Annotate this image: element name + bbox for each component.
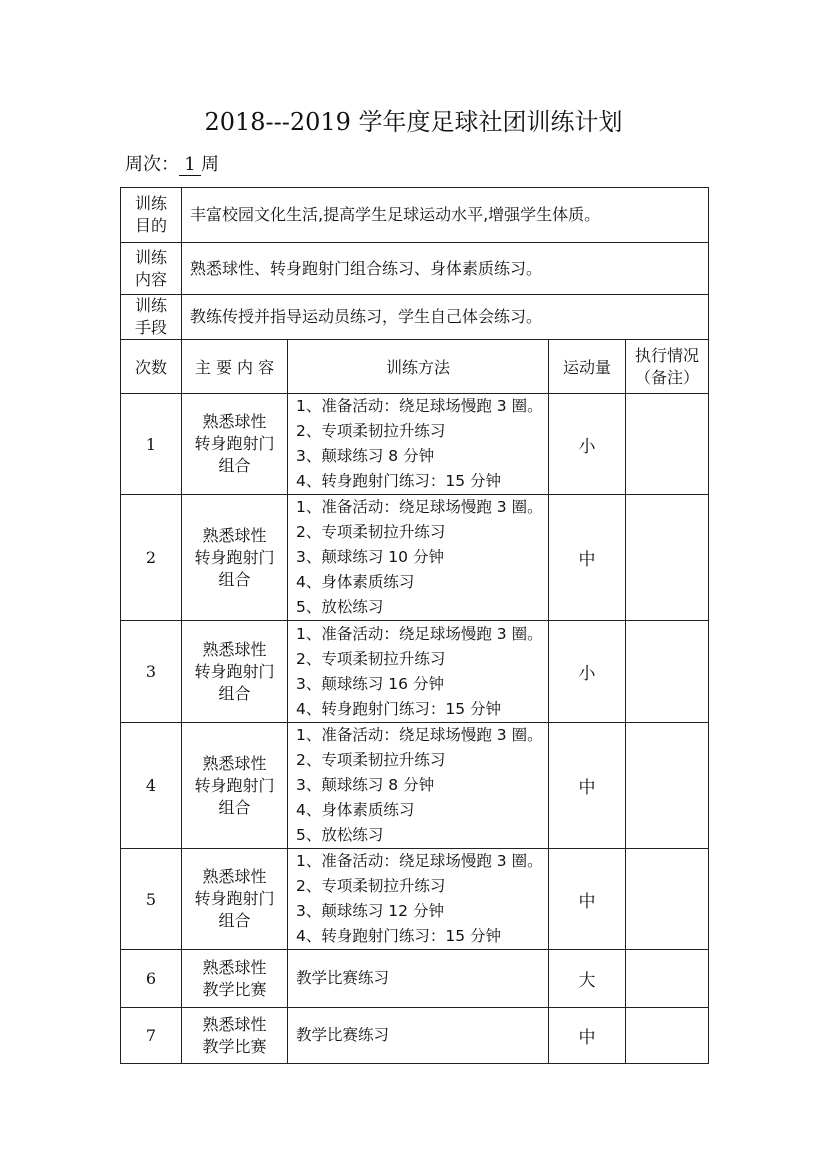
session-steps [288,495,549,621]
header-main-content: 主 要 内 容 [182,340,288,394]
header-training-method: 训练方法 [288,340,549,394]
session-step: 4、转身跑射门练习：15 分钟 [296,699,502,718]
session-content-line: 组合 [218,569,251,589]
goal-label: 训练 目的 [121,188,182,243]
session-content-line: 转身跑射门 [194,775,275,795]
goal-row [121,188,709,243]
session-note [626,495,709,621]
session-note [626,1008,709,1064]
session-row [121,394,709,495]
session-note [626,621,709,723]
page-title: 2018---2019 学年度足球社团训练计划 [204,108,623,136]
session-content-line: 熟悉球性 [202,525,267,545]
session-step: 3、颠球练习 16 分钟 [296,674,444,693]
session-content-line: 组合 [218,797,251,817]
session-content-line: 熟悉球性 [202,753,267,773]
week-line [125,152,219,178]
session-number: 6 [121,950,182,1008]
session-note [626,849,709,950]
session-steps [288,849,549,950]
week-label: 周次： [125,154,179,175]
session-number: 3 [121,621,182,723]
session-row [121,849,709,950]
method-row [121,295,709,340]
session-content-line: 教学比赛 [202,979,267,999]
session-load: 中 [549,723,626,849]
session-steps [288,621,549,723]
session-load: 中 [549,1008,626,1064]
session-step: 2、专项柔韧拉升练习 [296,751,446,769]
session-content-line: 熟悉球性 [202,1014,267,1034]
session-content-line: 熟悉球性 [202,957,267,977]
session-step: 1、准备活动：绕足球场慢跑 3 圈。 [296,498,543,516]
content-row [121,243,709,295]
session-content-line: 熟悉球性 [202,412,267,431]
session-step: 3、颠球练习 10 分钟 [296,548,444,566]
session-row [121,950,709,1008]
session-step: 2、专项柔韧拉升练习 [296,523,446,541]
header-load: 运动量 [549,340,626,394]
session-content [182,621,288,723]
session-number: 1 [121,394,182,495]
session-step: 4、身体素质练习 [296,573,415,591]
session-row [121,495,709,621]
session-steps [288,950,549,1008]
session-content-line: 转身跑射门 [194,434,275,453]
session-step: 教学比赛练习 [296,969,390,987]
session-step: 4、转身跑射门练习：15 分钟 [296,927,502,945]
session-row [121,621,709,723]
session-content-line: 组合 [218,683,251,703]
goal-text: 丰富校园文化生活,提高学生足球运动水平,增强学生体质。 [182,188,709,243]
session-row [121,723,709,849]
session-load: 中 [549,495,626,621]
session-step: 1、准备活动：绕足球场慢跑 3 圈。 [296,624,543,643]
training-plan-table [120,187,709,1064]
session-content-line: 转身跑射门 [194,889,275,908]
session-number: 4 [121,723,182,849]
session-step: 教学比赛练习 [296,1026,390,1044]
session-content-line: 熟悉球性 [202,639,267,659]
session-load: 中 [549,849,626,950]
session-steps [288,394,549,495]
session-step: 4、身体素质练习 [296,801,415,819]
session-content [182,950,288,1008]
method-text: 教练传授并指导运动员练习，学生自己体会练习。 [182,295,709,340]
session-content-line: 组合 [218,911,251,930]
session-load: 大 [549,950,626,1008]
method-label: 训练 手段 [121,295,182,340]
session-step: 2、专项柔韧拉升练习 [296,422,446,440]
session-step: 4、转身跑射门练习：15 分钟 [296,472,502,490]
session-content [182,394,288,495]
session-row [121,1008,709,1064]
session-step: 3、颠球练习 8 分钟 [296,447,435,465]
session-step: 5、放松练习 [296,826,384,844]
session-step: 1、准备活动：绕足球场慢跑 3 圈。 [296,726,543,744]
session-step: 1、准备活动：绕足球场慢跑 3 圈。 [296,852,543,870]
session-note [626,723,709,849]
week-number: 1 [179,155,201,176]
session-content [182,849,288,950]
session-step: 2、专项柔韧拉升练习 [296,877,446,895]
session-number: 5 [121,849,182,950]
header-status: 执行情况 （备注） [626,340,709,394]
session-load: 小 [549,621,626,723]
session-step: 5、放松练习 [296,598,384,616]
session-content-line: 熟悉球性 [202,867,267,886]
session-number: 7 [121,1008,182,1064]
session-step: 1、准备活动：绕足球场慢跑 3 圈。 [296,397,543,415]
content-label: 训练 内容 [121,243,182,295]
session-content [182,495,288,621]
content-text: 熟悉球性、转身跑射门组合练习、身体素质练习。 [182,243,709,295]
session-load: 小 [549,394,626,495]
session-step: 2、专项柔韧拉升练习 [296,649,446,668]
header-row [121,340,709,394]
session-number: 2 [121,495,182,621]
session-steps [288,1008,549,1064]
session-content-line: 教学比赛 [202,1036,267,1056]
week-unit: 周 [201,154,219,175]
session-step: 3、颠球练习 12 分钟 [296,902,444,920]
session-note [626,950,709,1008]
session-content [182,723,288,849]
session-steps [288,723,549,849]
session-content-line: 组合 [218,456,251,475]
header-session: 次数 [121,340,182,394]
session-content [182,1008,288,1064]
session-step: 3、颠球练习 8 分钟 [296,776,435,794]
session-content-line: 转身跑射门 [194,661,275,681]
session-content-line: 转身跑射门 [194,547,275,567]
session-note [626,394,709,495]
